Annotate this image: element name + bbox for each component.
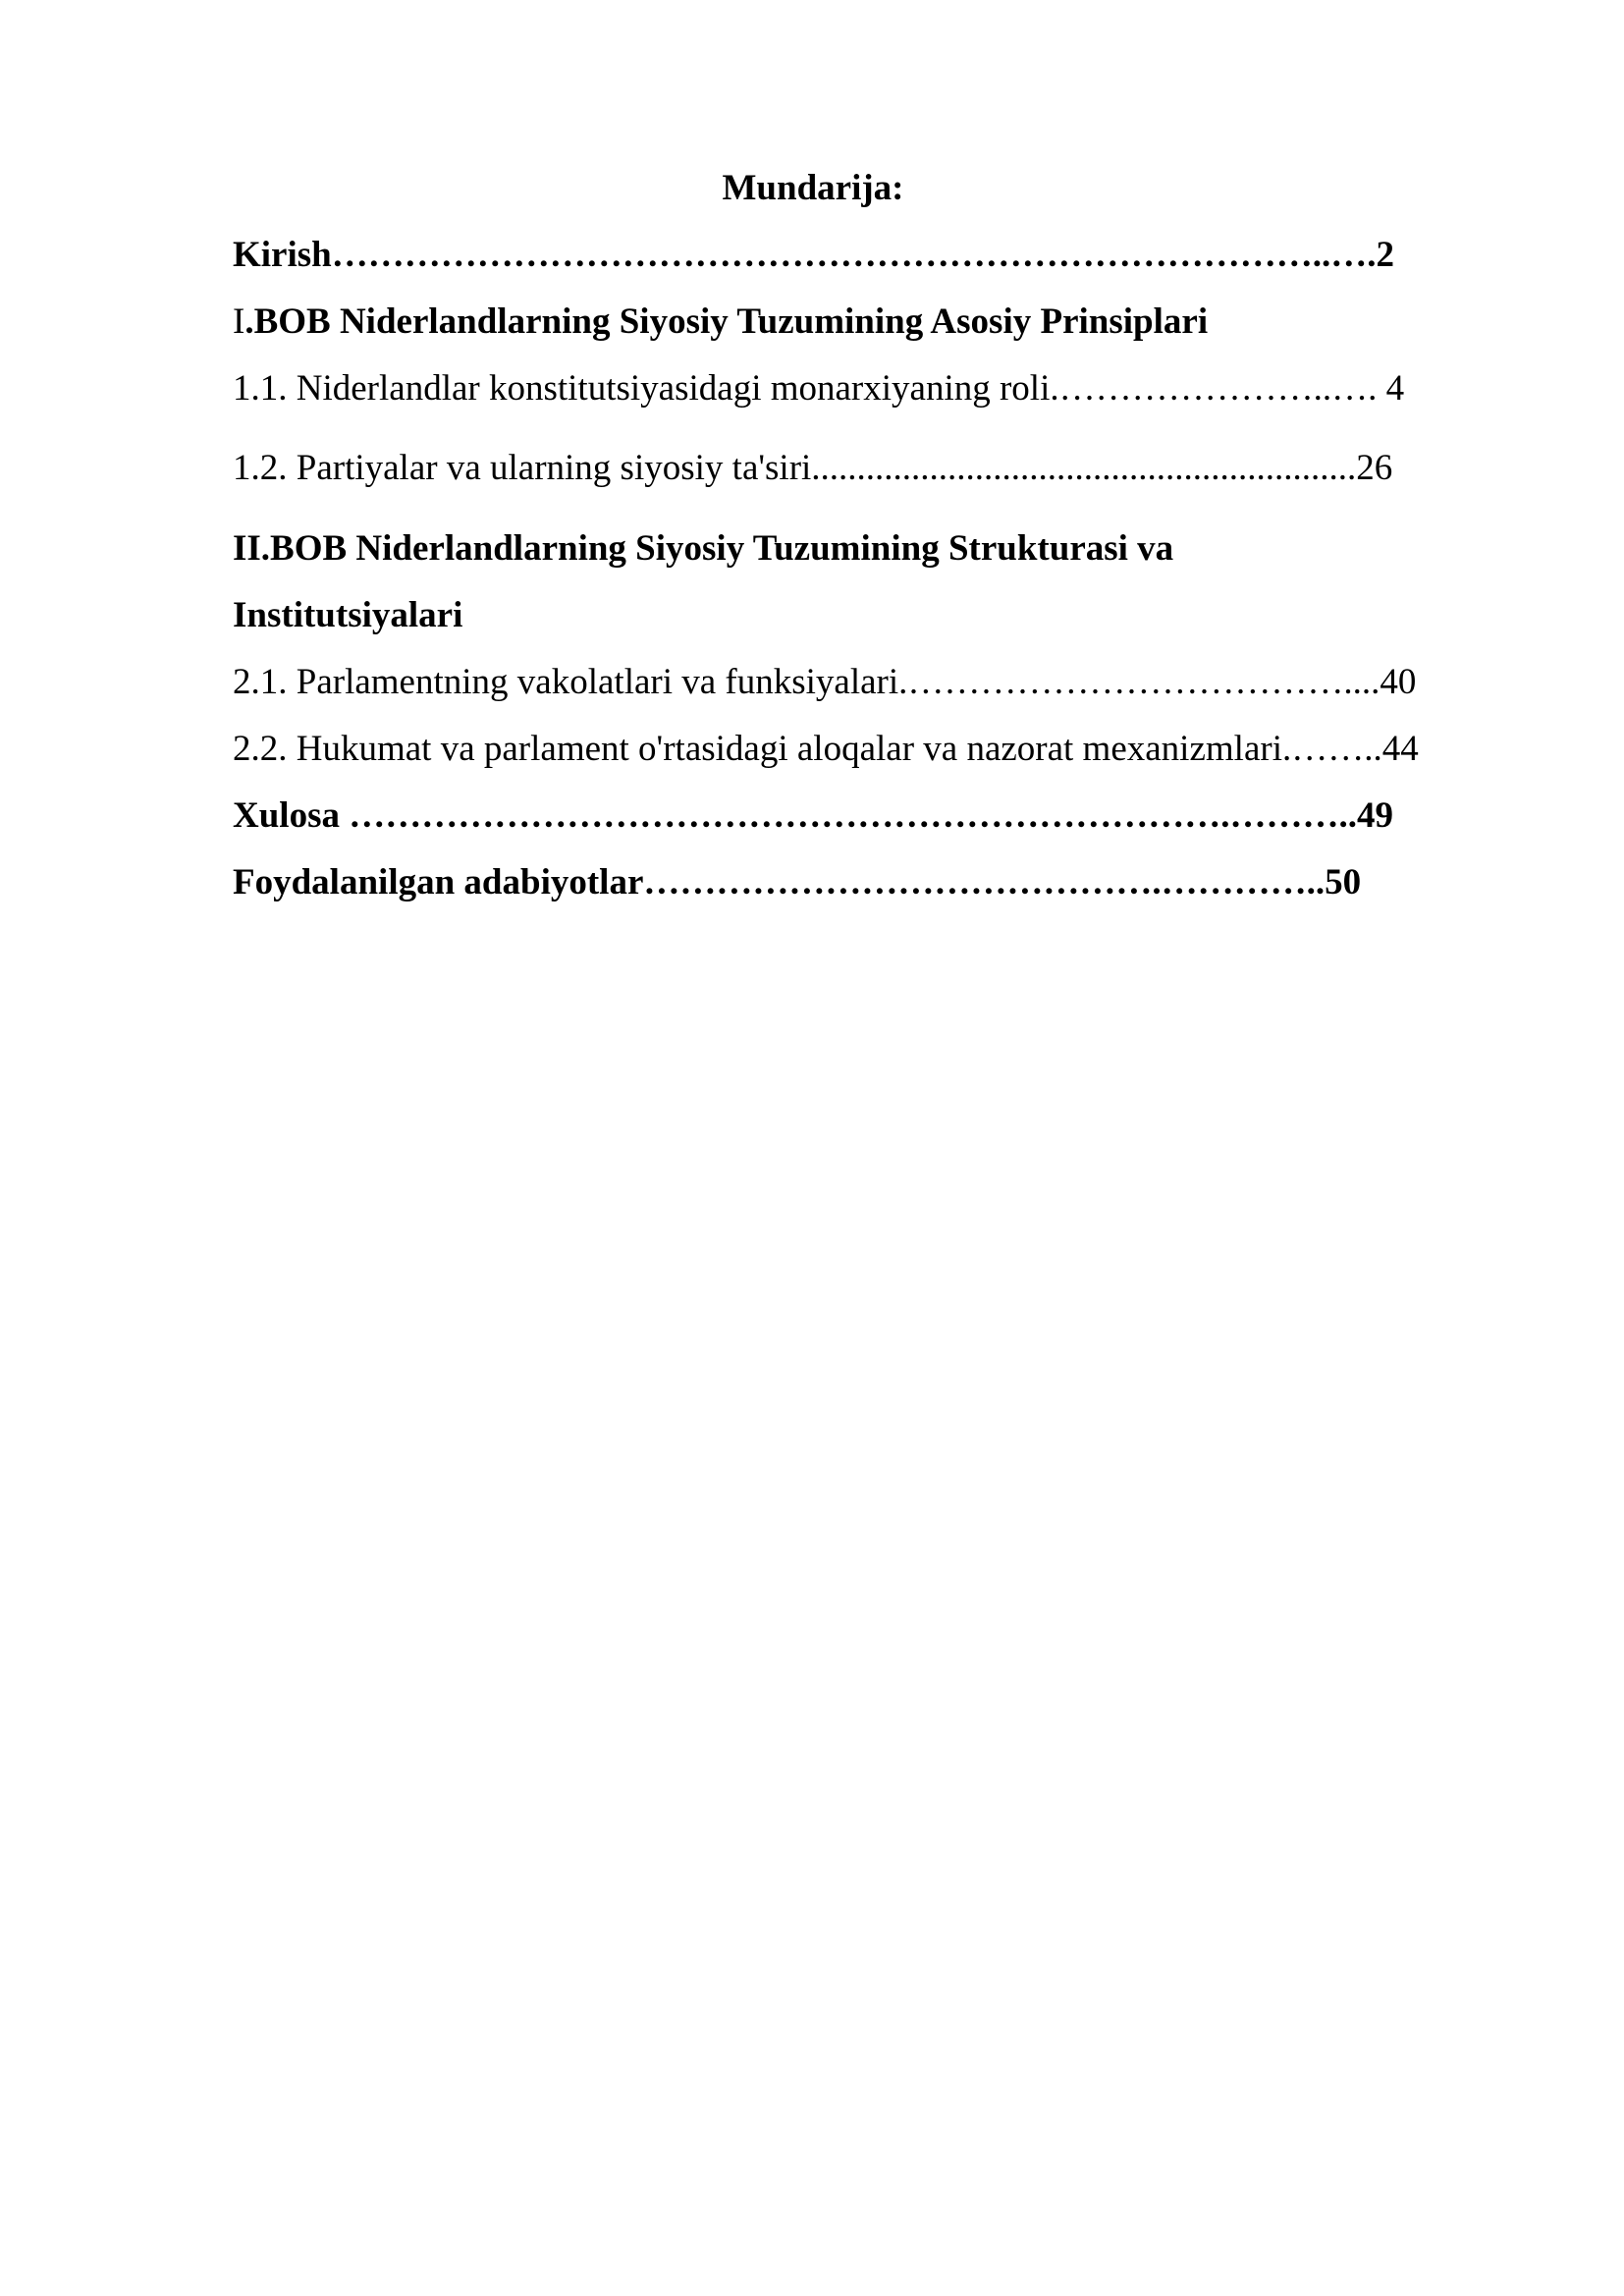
toc-entry-chapter-2: II.BOB Niderlandlarning Siyosiy Tuzumining Strukturasi va (233, 528, 1174, 569)
toc-entry-1-1: 1.1. Niderlandlar konstitutsiyasidagi monarxiyaning roli.…………………..…. 4 (233, 368, 1405, 409)
toc-title: Mundarija: (722, 168, 904, 208)
toc-entry-1-2: 1.2. Partiyalar va ularning siyosiy ta'siri............................................................26 (233, 448, 1393, 488)
chapter-1-title: .BOB Niderlandlarning Siyosiy Tuzumining Asosiy Prinsiplari (244, 301, 1209, 342)
toc-entry-kirish: Kirish………………………………………………………………………..….2 (233, 235, 1394, 275)
toc-entry-chapter-1 (233, 301, 1208, 344)
chapter-1-numeral: I (233, 301, 245, 342)
toc-entry-xulosa: Xulosa ……………………………………………………………….………..49 (233, 795, 1393, 836)
toc-entry-chapter-2-cont: Institutsiyalari (233, 595, 463, 635)
toc-entry-2-2: 2.2. Hukumat va parlament o'rtasidagi aloqalar va nazorat mexanizmlari.……..44 (233, 729, 1419, 769)
toc-entry-adabiyotlar: Foydalanilgan adabiyotlar…………………………………….…………..50 (233, 862, 1362, 902)
toc-entry-2-1: 2.1. Parlamentning vakolatlari va funksiyalari.………………………………....40 (233, 662, 1417, 702)
